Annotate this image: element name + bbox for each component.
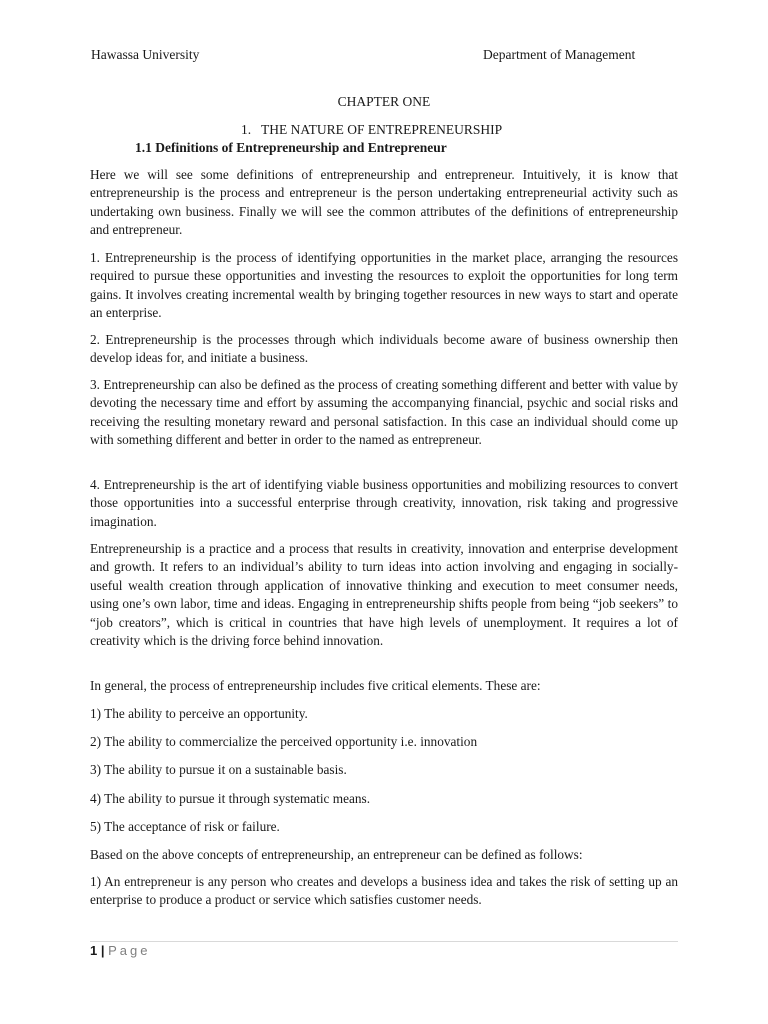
page-footer bbox=[90, 943, 151, 958]
intro-paragraph: Here we will see some definitions of entrepreneurship and entrepreneur. Intuitively, it is know that entrepreneurship is the process and entrepreneur is the person undertaking entrepreneurial activity such as undertaking own business. Finally we will see the common attributes of the definitions of entrepreneurship and entrepreneur. bbox=[90, 167, 678, 238]
page-label: Page bbox=[108, 943, 151, 958]
list-item: 4) The ability to pursue it through systematic means. bbox=[90, 791, 371, 806]
definition-4-paragraph: 4. Entrepreneurship is the art of identifying viable business opportunities and mobilizing resources to convert those opportunities into a successful enterprise through creativity, innovation, risk taking and progressive imagination. bbox=[90, 477, 678, 529]
page-number: 1 bbox=[90, 943, 98, 958]
practice-paragraph: Entrepreneurship is a practice and a process that results in creativity, innovation and enterprise development and growth. It refers to an individual’s ability to turn ideas into action involving and engaging in socially-useful wealth creation through application of innovative thinking and execution to meet consumer needs, using one’s own labor, time and ideas. Engaging in entrepreneurship shifts people from being “job seekers” to “job creators”, which is critical in countries that have high levels of unemployment. It requires a lot of creativity which is the driving force behind innovation. bbox=[90, 541, 678, 649]
subsection-title: 1.1 Definitions of Entrepreneurship and Entrepreneur bbox=[135, 140, 447, 155]
list-item: 2) The ability to commercialize the perceived opportunity i.e. innovation bbox=[90, 734, 478, 749]
elements-intro-paragraph: In general, the process of entrepreneurship includes five critical elements. These are: bbox=[90, 678, 541, 693]
header-university: Hawassa University bbox=[91, 47, 200, 62]
definition-1-paragraph: 1. Entrepreneurship is the process of identifying opportunities in the market place, arranging the resources required to pursue these opportunities and investing the resources to exploit the opportunities for long term gains. It involves creating incremental wealth by bringing together resources in new ways to start and operate an enterprise. bbox=[90, 250, 678, 321]
list-item: 5) The acceptance of risk or failure. bbox=[90, 819, 280, 834]
definition-2-paragraph: 2. Entrepreneurship is the processes through which individuals become aware of business ownership then develop ideas for, and initiate a business. bbox=[90, 332, 678, 366]
list-item: 3) The ability to pursue it on a sustainable basis. bbox=[90, 762, 347, 777]
section-title: 1. THE NATURE OF ENTREPRENEURSHIP bbox=[241, 122, 503, 137]
chapter-title: CHAPTER ONE bbox=[337, 94, 431, 109]
definition-3-paragraph: 3. Entrepreneurship can also be defined as the process of creating something different and better with value by devoting the necessary time and effort by assuming the accompanying financial, psychic and social risks and receiving the resulting monetary reward and personal satisfaction. In this case an individual should come up with something different and better in order to the named as entrepreneur. bbox=[90, 377, 678, 448]
entrepreneur-intro-paragraph: Based on the above concepts of entrepreneurship, an entrepreneur can be defined as follows: bbox=[90, 847, 583, 862]
footer-divider bbox=[90, 941, 678, 942]
header-department: Department of Management bbox=[483, 47, 636, 62]
entrepreneur-definition-1: 1) An entrepreneur is any person who creates and develops a business idea and takes the risk of setting up an enterprise to produce a product or service which satisfies customer needs. bbox=[90, 874, 678, 908]
footer-separator: | bbox=[100, 943, 105, 958]
list-item: 1) The ability to perceive an opportunity. bbox=[90, 706, 308, 721]
